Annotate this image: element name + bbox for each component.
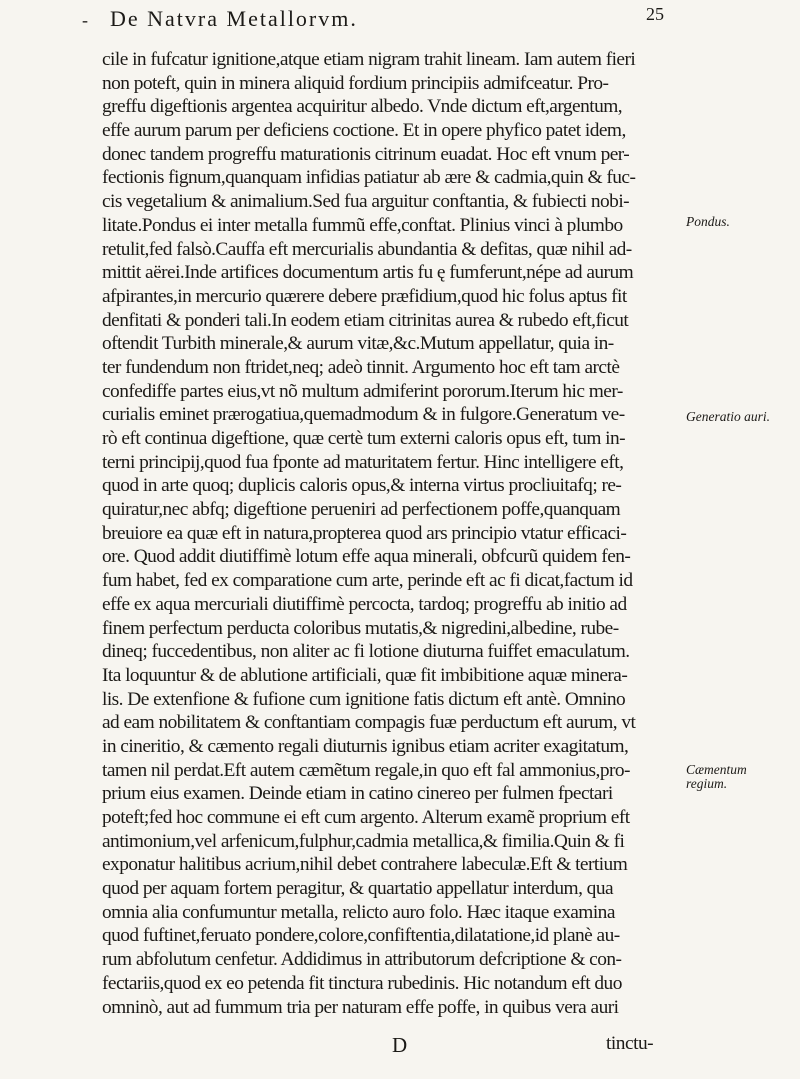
text-line: Ita loquuntur & de ablutione artificiali, quæ fit imbibitione aquæ minera- — [102, 664, 628, 686]
text-line: quiratur,nec abfq; digeftione perueniri ad perfectionem poffe,quanquam — [102, 499, 621, 521]
text-line: quod per aquam fortem peragitur, & quartatio appellatur interdum, qua — [102, 878, 614, 900]
text-line: fectionis fignum,quanquam infidias patiatur ab ære & cadmia,quin & fuc- — [102, 167, 636, 189]
text-line: rò eft continua digeftione, quæ certè tum externi caloris opus eft, tum in- — [102, 428, 626, 449]
text-line: denfitati & ponderi tali.In eodem etiam citrinitas aurea & rubedo eft,ficut — [102, 309, 629, 331]
text-line: finem perfectum perducta coloribus mutatis,& nigredini,albedine, rube- — [102, 617, 619, 639]
text-line: dineq; fuccedentibus, non aliter ac fi lotione diuturna fuiffet emaculatum. — [102, 641, 630, 663]
text-line: prium eius examen. Deinde etiam in catino cinereo per fulmen fpectari — [102, 783, 613, 805]
text-line: lis. De extenfione & fufione cum ignitione fatis dictum eft antè. Omnino — [102, 688, 626, 710]
text-line: confediffe partes eius,vt nõ multum admiferint pororum.Iterum hic mer- — [102, 380, 623, 402]
text-line: fectariis,quod ex eo petenda fit tinctura rubedinis. Hic notandum eft duo — [102, 972, 622, 994]
text-line: quod fuftinet,feruato pondere,colore,confiftentia,dilatatione,id planè au- — [102, 925, 620, 947]
text-line: in cineritio, & cæmento regali diuturnis ignibus etiam acriter exagitatum, — [102, 735, 629, 757]
text-line: breuiore ea quæ eft in natura,propterea quod ars principio vtatur efficaci- — [102, 522, 627, 544]
text-line: effe ex aqua mercuriali diutiffimè percocta, tardoq; progreffu ab initio ad — [102, 593, 627, 615]
text-line: litate.Pondus ei inter metalla fummũ effe,conftat. Plinius vinci à plumbo — [102, 214, 623, 236]
text-line: omninò, aut ad fummum tria per naturam effe poffe, in quibus vera auri — [102, 996, 619, 1018]
text-line: fum habet, fed ex comparatione cum arte, perinde eft ac fi dicat,factum id — [102, 570, 633, 592]
signature-mark: D — [392, 1033, 408, 1057]
text-line: poteft;fed hoc commune ei eft cum argento. Alterum examẽ proprium eft — [102, 807, 630, 828]
text-line: tamen nil perdat.Eft autem cæmẽtum regale,in quo eft fal ammonius,pro- — [102, 759, 630, 781]
text-line: antimonium,vel arfenicum,fulphur,cadmia metallica,& fimilia.Quin & fi — [102, 830, 625, 852]
text-line: terni principij,quod fua fponte ad maturitatem fertur. Hinc intelligere eft, — [102, 451, 624, 473]
text-line: cis vegetalium & animalium.Sed fua arguitur conftantia, & fubiecti nobi- — [102, 191, 630, 213]
text-line: rum abfolutum cenfetur. Addidimus in attributorum defcriptione & con- — [102, 949, 622, 971]
page-number: 25 — [646, 4, 664, 24]
text-line: ad eam nobilitatem & conftantiam compagis fuæ perductum eft aurum, vt — [102, 712, 636, 734]
text-line: afpirantes,in mercurio quærere debere præfidium,quod hic folus aptus fit — [102, 285, 627, 307]
text-line: retulit,fed falsò.Cauffa eft mercurialis abundantia & defitas, quæ nihil ad- — [102, 238, 632, 260]
text-line: donec tandem progreffu maturationis citrinum euadat. Hoc eft vnum per- — [102, 143, 630, 165]
running-head: De Natvra Metallorvm. — [110, 6, 358, 31]
margin-note-caementum: Cæmentum regium. — [686, 762, 747, 791]
text-line: quod in arte quoq; duplicis caloris opus,& interna virtus procliuitafq; re- — [102, 475, 622, 497]
text-line: omnia alia confumuntur metalla, relicto auro folo. Hæc itaque examina — [102, 901, 615, 923]
text-line: exponatur halitibus acrium,nihil debet contrahere labeculæ.Eft & tertium — [102, 854, 628, 876]
text-line: ore. Quod addit diutiffimè lotum effe aqua minerali, obfcurũ quidem fen- — [102, 546, 631, 568]
text-line: cile in fufcatur ignitione,atque etiam nigram trahit lineam. Iam autem fieri — [102, 49, 636, 70]
text-line: ter fundendum non ftridet,neq; adeò tinnit. Argumento hoc eft tam arctè — [102, 356, 620, 378]
text-line: curialis eminet prærogatiua,quemadmodum & in fulgore.Generatum ve- — [102, 404, 625, 426]
margin-note-pondus: Pondus. — [686, 214, 730, 229]
margin-note-generatio: Generatio auri. — [686, 409, 770, 424]
header-dash: - — [82, 10, 88, 30]
body-text — [102, 48, 682, 1019]
text-line: effe aurum parum per deficiens coctione. Et in opere phyfico patet idem, — [102, 120, 626, 142]
page-header — [110, 6, 670, 32]
catchword: tinctu- — [606, 1033, 654, 1054]
text-line: non poteft, quin in minera aliquid fordium principiis admifceatur. Pro- — [102, 72, 609, 94]
text-line: greffu digeftionis argentea acquiritur albedo. Vnde dictum eft,argentum, — [102, 96, 623, 118]
text-line: mittit aërei.Inde artifices documentum artis fu ę fumferunt,népe ad aurum — [102, 262, 634, 284]
text-line: oftendit Turbith minerale,& aurum vitæ,&c.Mutum appellatur, quia in- — [102, 333, 614, 355]
